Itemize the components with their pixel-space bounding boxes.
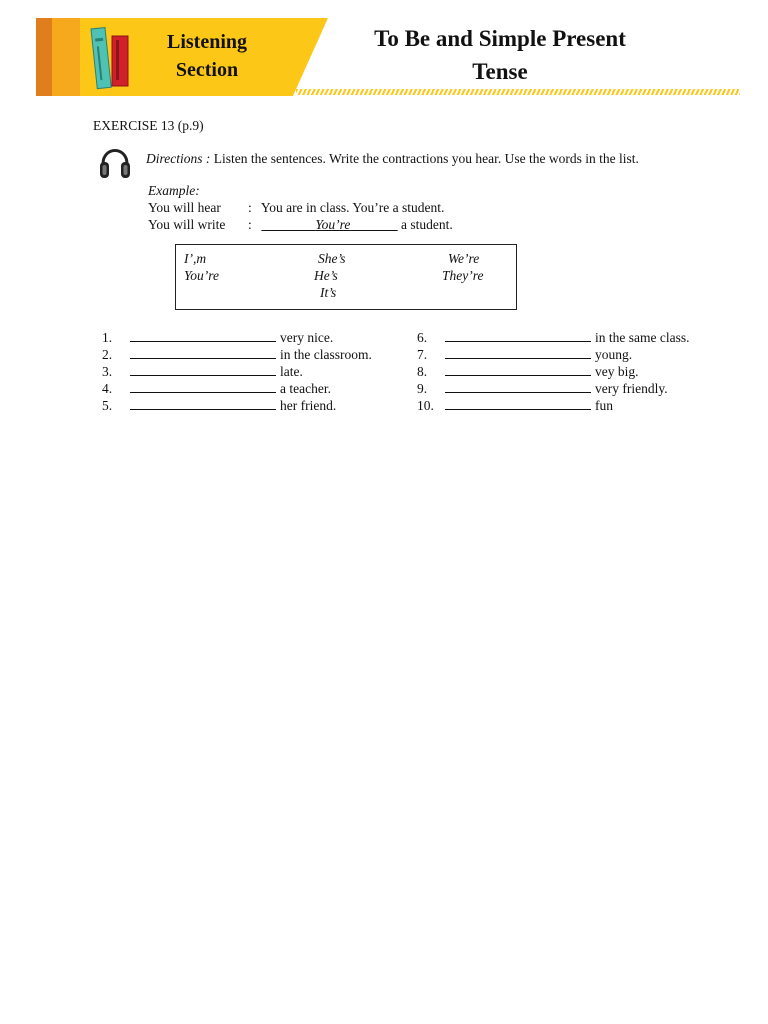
answer-blank[interactable]: [445, 363, 591, 376]
example-answer-line: [261, 217, 397, 232]
item-number: 1.: [102, 330, 113, 345]
directions: [146, 150, 704, 167]
item-number: 3.: [102, 364, 113, 379]
item-number: 4.: [102, 381, 113, 396]
answer-blank[interactable]: [445, 380, 591, 393]
exercise-heading: EXERCISE 13 (p.9): [93, 118, 204, 133]
list-item: [102, 329, 333, 346]
item-number: 10.: [417, 398, 434, 413]
list-item: [417, 380, 668, 397]
write-key: You will write: [148, 217, 226, 232]
item-text: very nice.: [280, 330, 334, 345]
item-number: 7.: [417, 347, 428, 362]
word-bank-item: I’,m: [184, 251, 207, 266]
item-text: in the same class.: [595, 330, 690, 345]
hear-colon: :: [248, 200, 252, 215]
hear-value: You are in class. You’re a student.: [260, 200, 445, 215]
list-item: [102, 380, 331, 397]
section-title: [140, 28, 274, 84]
word-bank-box: [175, 244, 517, 310]
page-title-line2: Tense: [472, 59, 528, 84]
answer-blank[interactable]: [445, 346, 591, 359]
directions-label: Directions :: [146, 151, 211, 166]
headphones-icon: [98, 140, 132, 182]
answer-blank[interactable]: [130, 363, 276, 376]
item-text: a teacher.: [280, 381, 331, 396]
list-item: [102, 397, 336, 414]
books-icon: [88, 24, 136, 90]
word-bank-item: She’s: [318, 251, 346, 266]
item-text: vey big.: [595, 364, 639, 379]
page-title: [330, 22, 670, 88]
answer-blank[interactable]: [130, 397, 276, 410]
word-bank-item: He’s: [314, 268, 338, 283]
example-label: Example:: [148, 183, 200, 198]
item-number: 5.: [102, 398, 113, 413]
write-rest: a student.: [401, 217, 453, 232]
answer-blank[interactable]: [445, 329, 591, 342]
hatched-rule: [296, 89, 740, 95]
example-write-row: [148, 217, 453, 233]
example-hear-row: [148, 200, 444, 216]
list-item: [102, 346, 372, 363]
answer-blank[interactable]: [130, 346, 276, 359]
page-title-line1: To Be and Simple Present: [374, 26, 626, 51]
item-number: 8.: [417, 364, 428, 379]
item-text: fun: [595, 398, 613, 413]
write-colon: :: [248, 217, 252, 232]
item-number: 6.: [417, 330, 428, 345]
list-item: [417, 397, 613, 414]
list-item: [417, 363, 639, 380]
banner-stripe-dark: [36, 18, 52, 96]
answer-blank[interactable]: [130, 380, 276, 393]
word-bank-item: It’s: [320, 285, 337, 300]
list-item: [417, 346, 632, 363]
item-text: very friendly.: [595, 381, 668, 396]
item-text: late.: [280, 364, 303, 379]
answer-blank[interactable]: [445, 397, 591, 410]
item-text: in the classroom.: [280, 347, 372, 362]
word-bank-item: We’re: [448, 251, 480, 266]
list-item: [417, 329, 689, 346]
item-number: 2.: [102, 347, 113, 362]
example-answer: You’re: [315, 217, 351, 232]
list-item: [102, 363, 303, 380]
answer-blank[interactable]: [130, 329, 276, 342]
section-title-line2: Section: [175, 59, 239, 81]
banner-stripe-orange: [52, 18, 80, 96]
item-text: her friend.: [280, 398, 337, 413]
item-number: 9.: [417, 381, 428, 396]
word-bank-item: They’re: [442, 268, 484, 283]
section-title-line1: Listening: [166, 31, 248, 53]
directions-text: Listen the sentences. Write the contractions you hear. Use the words in the list.: [213, 151, 639, 166]
word-bank-item: You’re: [184, 268, 220, 283]
item-text: young.: [595, 347, 633, 362]
hear-key: You will hear: [148, 200, 221, 215]
